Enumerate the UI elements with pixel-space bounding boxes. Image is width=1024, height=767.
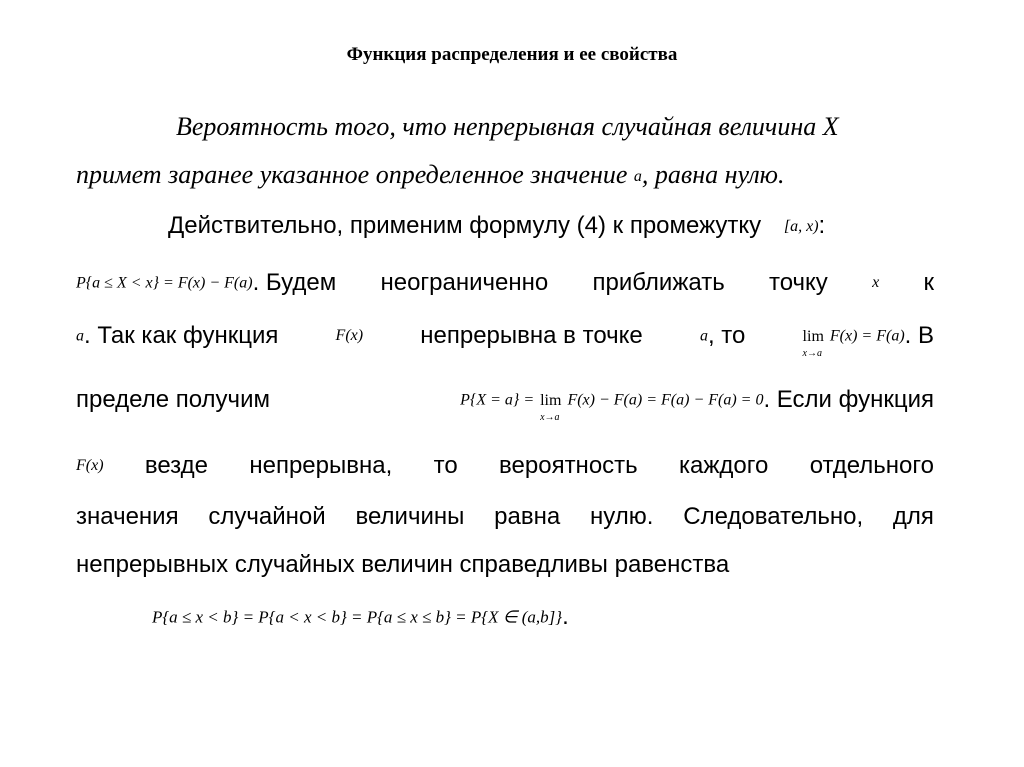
paragraph2-line2 [76, 269, 934, 298]
math-a: a [76, 327, 84, 345]
text-segment: . В [904, 322, 934, 349]
word: непрерывна, [249, 452, 393, 479]
paragraph2-line1 [168, 212, 825, 241]
text-segment: приближать [592, 269, 725, 297]
paragraph2-line5 [76, 452, 934, 480]
math-prob-interval: P{a ≤ X < x} = F(x) − F(a) [76, 274, 253, 292]
text-segment: , то [707, 322, 746, 349]
math-limit [540, 387, 562, 423]
word: отдельного [809, 452, 934, 479]
math-continuity-eq: F(x) = F(a) [829, 327, 905, 345]
formula-period: . [562, 603, 569, 630]
math-limit-result: F(x) − F(a) = F(a) − F(a) = 0 [567, 391, 764, 409]
word: то [433, 452, 458, 479]
text-segment: точку [768, 269, 828, 297]
text-colon: : [818, 212, 826, 239]
math-a: a [699, 327, 708, 345]
word: случайной [208, 503, 326, 530]
paragraph1-line2 [76, 161, 785, 191]
math-limit [802, 323, 824, 359]
math-prob-point: P{X = a} = [460, 391, 535, 409]
lim-label: lim [540, 391, 562, 409]
math-fx: F(x) [76, 457, 104, 474]
paragraph2-line4 [76, 386, 934, 423]
paragraph1-text: примет заранее указанное определенное значение [76, 160, 628, 189]
word: величины [355, 503, 465, 530]
word: Следовательно, [683, 503, 864, 530]
text-segment: . Будем [252, 269, 337, 296]
word: нулю. [590, 503, 654, 530]
page-title: Функция распределения и ее свойства [346, 44, 678, 65]
lim-subscript: x→a [540, 411, 560, 423]
word: для [892, 503, 934, 530]
word: значения [76, 503, 179, 530]
lim-label: lim [802, 327, 824, 345]
text-segment: непрерывна в точке [420, 322, 643, 350]
text-segment: пределе получим [76, 386, 270, 414]
math-x: x [872, 274, 880, 292]
text-segment: . Если функция [763, 386, 934, 413]
text-segment: . Так как функция [84, 322, 279, 349]
paragraph2-line6 [76, 503, 934, 531]
paragraph2-line7: непрерывных случайных величин справедливы равенства [76, 551, 730, 578]
word: вероятность [499, 452, 638, 479]
lim-subscript: x→a [802, 347, 822, 359]
text-segment: к [923, 269, 934, 297]
math-interval: [a, x) [783, 217, 819, 235]
word: каждого [679, 452, 769, 479]
text-segment: неограниченно [380, 269, 549, 297]
paragraph1-text-end: , равна нулю. [641, 160, 785, 189]
paragraph2-line3 [76, 322, 934, 359]
paragraph1-line1: Вероятность того, что непрерывная случайная величина X [176, 112, 839, 141]
word: везде [144, 452, 209, 479]
formula-equalities: P{a ≤ x < b} = P{a < x < b} = P{a ≤ x ≤ b} = P{X ∈ (a,b]} [152, 607, 563, 627]
text-segment: Действительно, применим формулу (4) к промежутку [168, 212, 762, 239]
formula-line [152, 603, 569, 632]
math-a: a [633, 168, 642, 186]
word: равна [494, 503, 561, 530]
math-fx: F(x) [335, 327, 364, 345]
